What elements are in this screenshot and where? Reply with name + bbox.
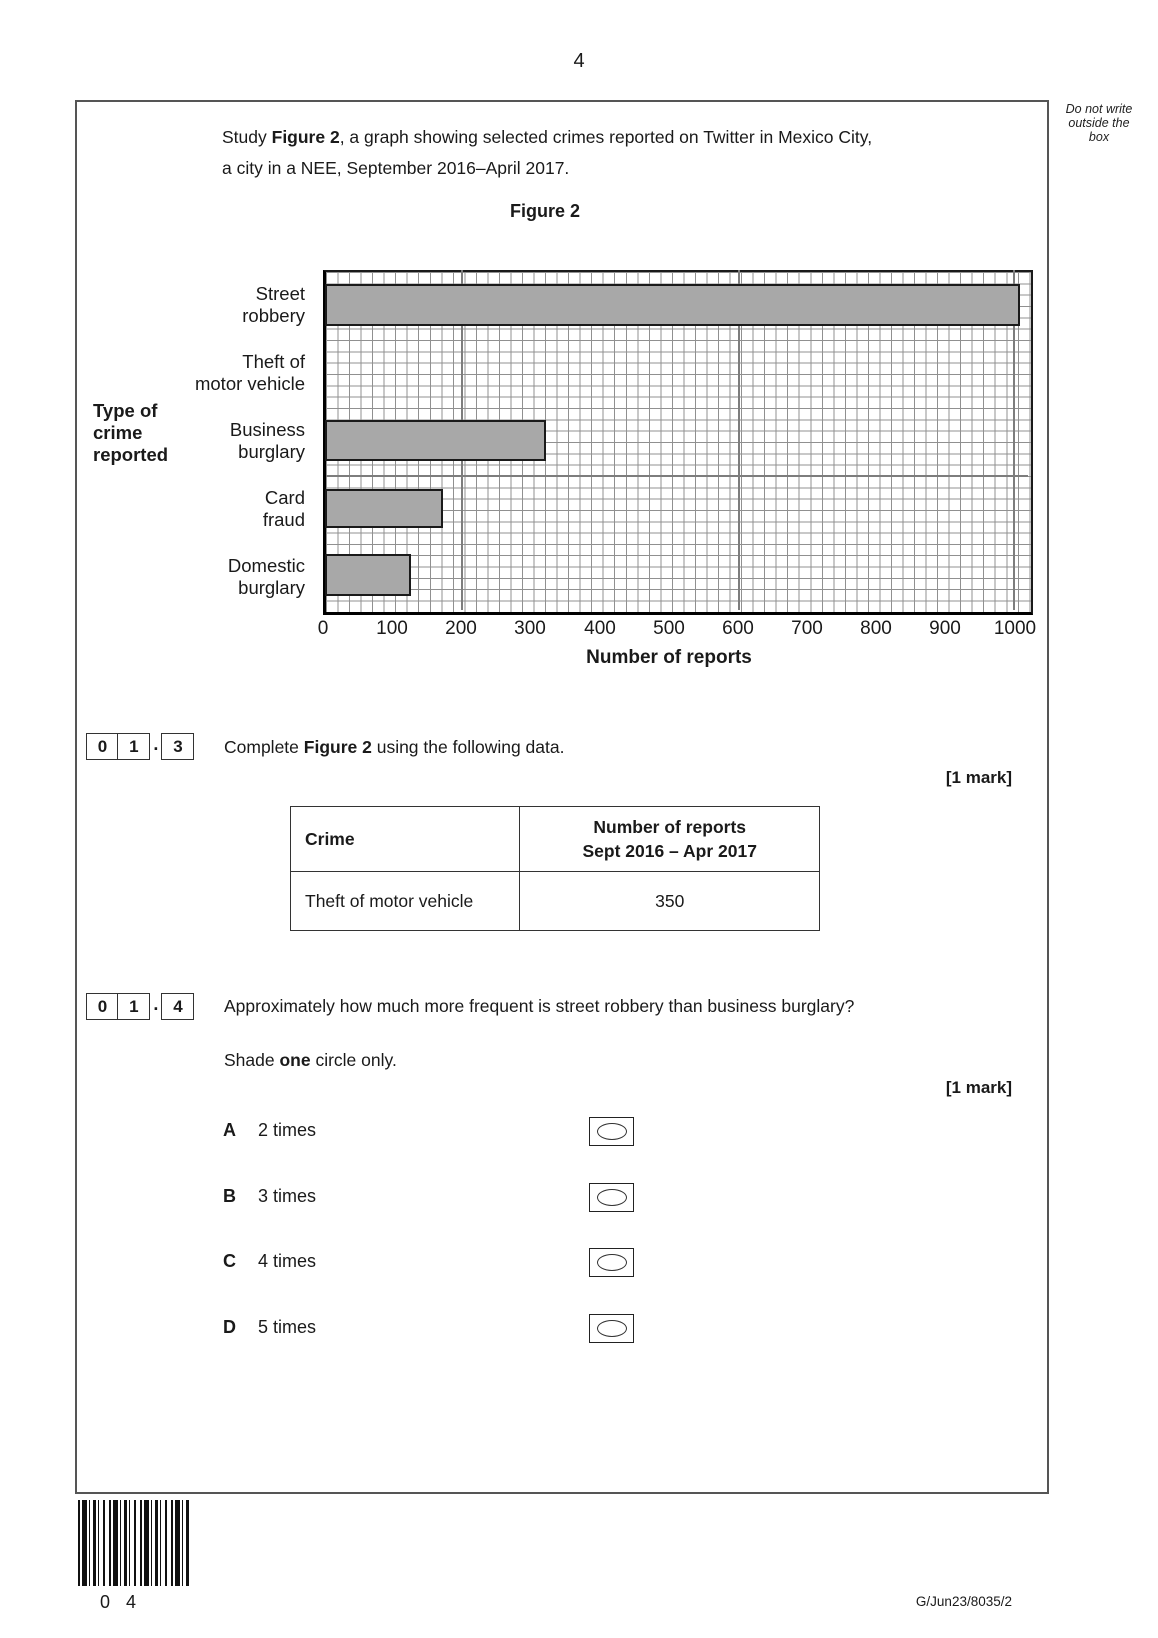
category-label-street-robbery [135, 283, 305, 327]
y-axis-title-line: reported [93, 444, 169, 465]
table-header-crime: Crime [291, 807, 520, 872]
qnum-separator: . [153, 994, 159, 1014]
oval-icon [597, 1320, 627, 1337]
option-letter-B: B [223, 1186, 236, 1206]
q13-figure-ref: Figure 2 [303, 737, 372, 757]
x-tick-0: 0 [317, 618, 329, 639]
question-number-01-3 [86, 733, 194, 760]
data-table [290, 806, 820, 931]
x-tick-900: 900 [929, 618, 961, 639]
label-line: motor vehicle [194, 373, 305, 394]
shade-prefix: Shade [224, 1050, 280, 1070]
header-line: Number of reports [593, 817, 747, 837]
qnum-digit-box: 0 [86, 733, 119, 760]
figure-title: Figure 2 [509, 201, 580, 221]
shade-suffix: circle only. [310, 1050, 397, 1070]
bar-street-robbery [325, 284, 1020, 326]
option-label-B: 3 times [258, 1186, 317, 1206]
oval-icon [597, 1189, 627, 1206]
x-tick-300: 300 [514, 618, 546, 639]
q13-text-suffix: using the following data. [371, 737, 565, 757]
x-tick-400: 400 [584, 618, 616, 639]
page-number: 4 [573, 50, 585, 72]
option-label-A: 2 times [258, 1120, 317, 1140]
question-01-3-text [224, 737, 564, 758]
intro-prefix: Study [222, 127, 272, 147]
qnum-digit-box: 1 [117, 993, 150, 1020]
x-tick-600: 600 [722, 618, 754, 639]
option-label-D: 5 times [258, 1317, 317, 1337]
x-tick-100: 100 [376, 618, 408, 639]
barcode-digits: 04 [100, 1592, 153, 1612]
option-label-C: 4 times [258, 1251, 317, 1271]
x-axis-title: Number of reports [586, 647, 752, 668]
intro-figure-ref: Figure 2 [271, 127, 340, 147]
table-cell-crime: Theft of motor vehicle [291, 872, 520, 931]
x-tick-800: 800 [860, 618, 892, 639]
label-line: Theft of [242, 351, 305, 372]
label-line: Street [255, 283, 305, 304]
question-number-01-4 [86, 993, 194, 1020]
qnum-digit-box: 1 [117, 733, 150, 760]
q14-marks: [1 mark] [945, 1078, 1012, 1097]
label-line: Domestic [227, 555, 305, 576]
option-letter-A: A [223, 1120, 236, 1140]
table-row [291, 872, 820, 931]
oval-icon [597, 1123, 627, 1140]
x-tick-1000: 1000 [993, 618, 1037, 639]
intro-suffix: , a graph showing selected crimes reported on Twitter in Mexico City, [339, 127, 873, 147]
answer-circle-B[interactable] [589, 1183, 634, 1212]
bar-domestic-burglary [325, 554, 411, 596]
paper-reference-code: G/Jun23/8035/2 [915, 1594, 1012, 1609]
label-line: fraud [262, 509, 305, 530]
bar-business-burglary [325, 420, 546, 461]
y-axis-title-line: Type of [93, 400, 158, 421]
q13-marks: [1 mark] [945, 768, 1012, 787]
table-header-row [291, 807, 820, 872]
side-note-line: Do not write [1065, 102, 1133, 116]
y-axis-title-line: crime [93, 422, 143, 443]
shade-instruction [224, 1050, 397, 1071]
answer-circle-A[interactable] [589, 1117, 634, 1146]
option-letter-D: D [223, 1317, 236, 1337]
intro-line2: a city in a NEE, September 2016–April 2017. [222, 158, 570, 178]
qnum-digit-box: 4 [161, 993, 194, 1020]
question-intro-text [222, 122, 1022, 184]
option-letter-C: C [223, 1251, 236, 1271]
side-note-line: outside the [1068, 116, 1130, 130]
oval-icon [597, 1254, 627, 1271]
category-label-card-fraud [135, 487, 305, 531]
question-01-4-text: Approximately how much more frequent is street robbery than business burglary? [224, 996, 855, 1016]
x-tick-700: 700 [791, 618, 823, 639]
header-line: Sept 2016 – Apr 2017 [582, 841, 757, 861]
label-line: burglary [238, 577, 305, 598]
label-line: Card [264, 487, 305, 508]
category-label-domestic-burglary [135, 555, 305, 599]
category-label-theft-motor-vehicle [135, 351, 305, 395]
label-line: robbery [242, 305, 305, 326]
answer-circle-C[interactable] [589, 1248, 634, 1277]
barcode [78, 1500, 190, 1586]
bar-card-fraud [325, 489, 443, 528]
side-note-line: box [1088, 130, 1110, 144]
label-line: burglary [238, 441, 305, 462]
qnum-separator: . [153, 734, 159, 754]
answer-circle-D[interactable] [589, 1314, 634, 1343]
shade-bold: one [279, 1050, 311, 1070]
qnum-digit-box: 0 [86, 993, 119, 1020]
major-gridline-horizontal [326, 475, 1028, 477]
do-not-write-note [1055, 102, 1143, 144]
label-line: Business [229, 419, 305, 440]
table-header-reports [520, 807, 820, 872]
x-tick-200: 200 [445, 618, 477, 639]
table-cell-value: 350 [520, 872, 820, 931]
y-axis-title [93, 400, 213, 466]
qnum-digit-box: 3 [161, 733, 194, 760]
q13-text-prefix: Complete [224, 737, 304, 757]
x-tick-500: 500 [653, 618, 685, 639]
